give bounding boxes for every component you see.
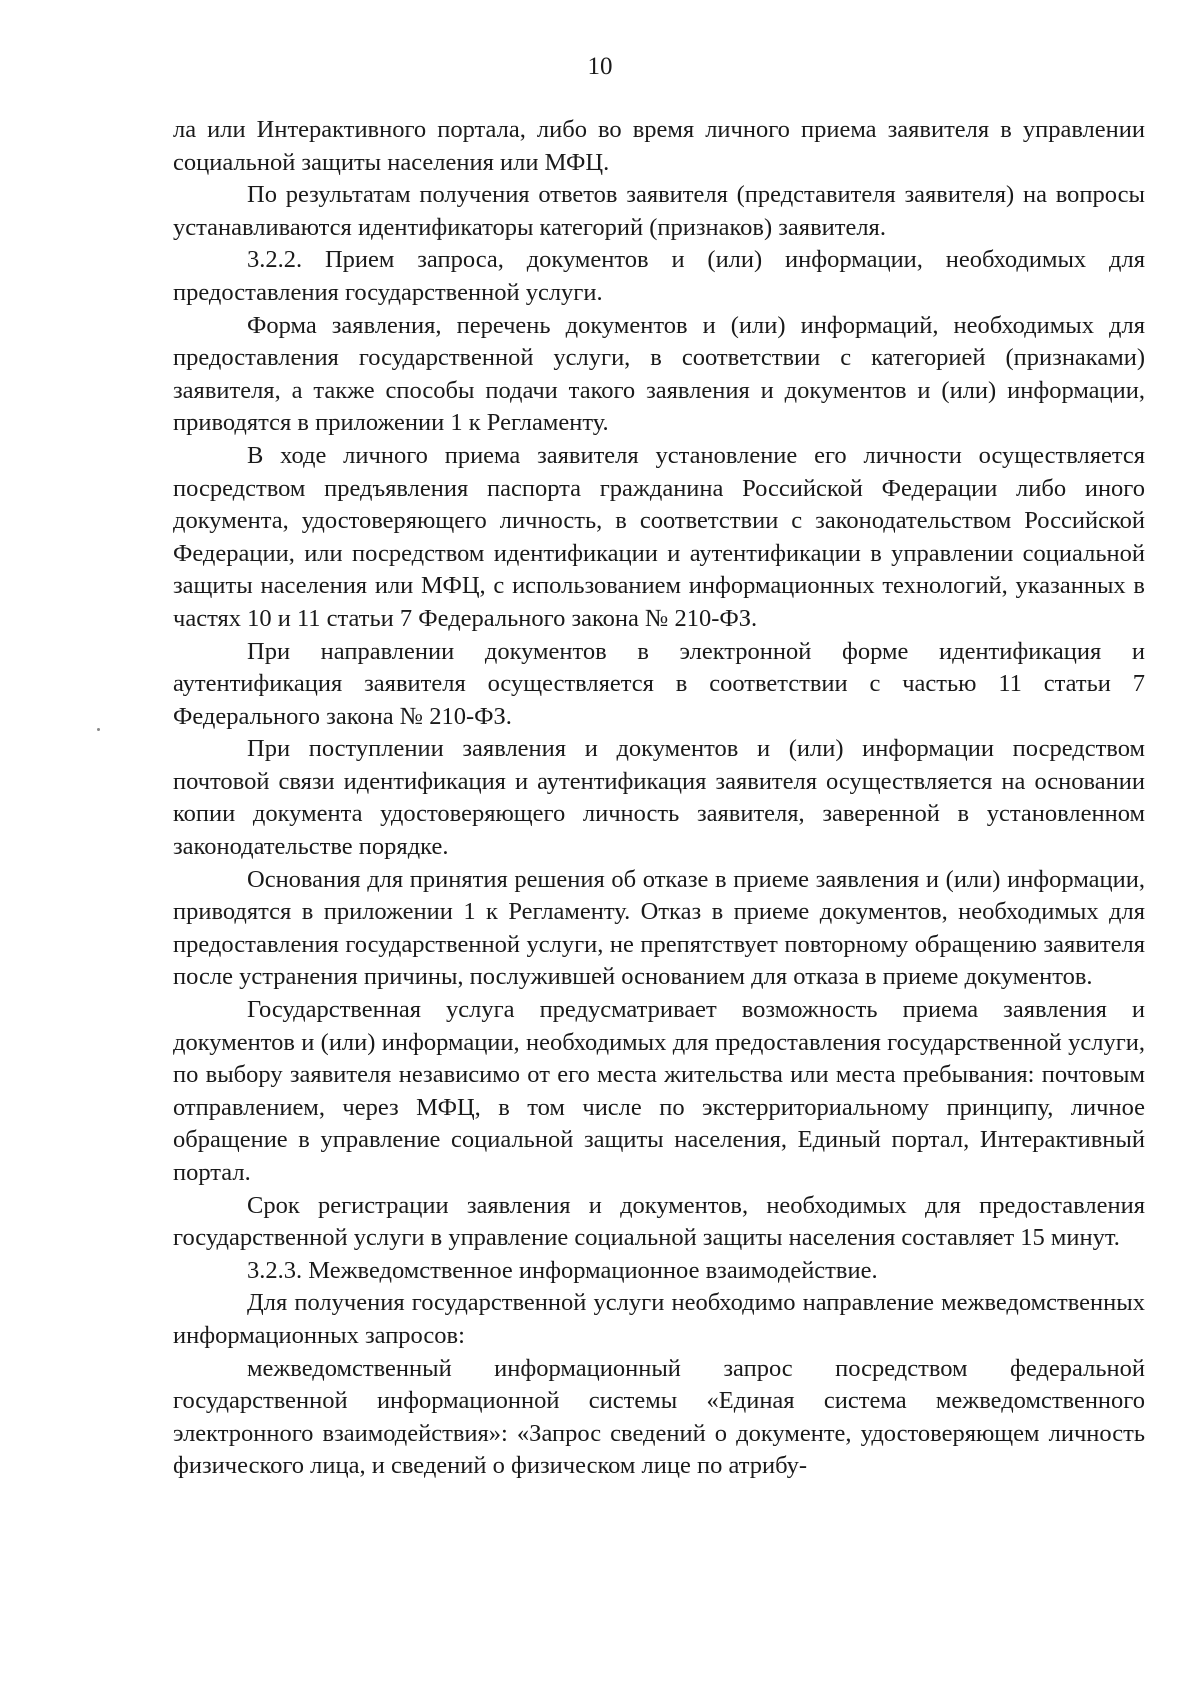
paragraph-refusal-grounds: Основания для принятия решения об отказе в приеме заявления и (или) информации, приводятся в приложении 1 к Регламенту. Отказ в приеме документов, необходимых для предоставления государственной услуги, не препятствует повторному обращению заявителя после устранения причины, послужившей основанием для отказа в приеме документов. <box>173 865 1145 991</box>
document-body <box>173 114 1145 1483</box>
page-number: 10 <box>587 53 613 80</box>
section-heading-3-2-3: 3.2.3. Межведомственное информационное взаимодействие. <box>247 1256 878 1284</box>
paragraph-category-identifiers: По результатам получения ответов заявителя (представителя заявителя) на вопросы устанавливаются идентификаторы категорий (признаков) заявителя. <box>173 181 1145 241</box>
paragraph-postal-submission: При поступлении заявления и документов и (или) информации посредством почтовой связи идентификация и аутентификация заявителя осуществляется на основании копии документа удостоверяющего личность заявителя, заверенной в установленном законодательстве порядке. <box>173 735 1145 861</box>
paragraph-personal-reception: В ходе личного приема заявителя установление его личности осуществляется посредством предъявления паспорта гражданина Российской Федерации либо иного документа, удостоверяющего личность, в соответствии с законодательством Российской Федерации, или посредством идентификации и аутентификации в управлении социальной защиты населения или МФЦ, с использованием информационных технологий, указанных в частях 10 и 11 статьи 7 Федерального закона № 210-ФЗ. <box>173 441 1145 632</box>
section-heading-3-2-2: 3.2.2. Прием запроса, документов и (или) информации, необходимых для предоставления государственной услуги. <box>173 246 1145 306</box>
paragraph-submission-methods: Государственная услуга предусматривает возможность приема заявления и документов и (или) информации, необходимых для предоставления государственной услуги, по выбору заявителя независимо от его места жительства или места пребывания: почтовым отправлением, через МФЦ, в том числе по экстерриториальному принципу, личное обращение в управление социальной защиты населения, Единый портал, Интерактивный портал. <box>173 996 1145 1186</box>
scan-speck <box>97 728 100 731</box>
paragraph-electronic-submission: При направлении документов в электронной форме идентификация и аутентификация заявителя осуществляется в соответствии с частью 11 статьи 7 Федерального закона № 210-ФЗ. <box>173 637 1145 730</box>
paragraph-interagency-requests: Для получения государственной услуги необходимо направление межведомственных информационных запросов: <box>173 1289 1145 1349</box>
paragraph-application-form: Форма заявления, перечень документов и (или) информаций, необходимых для предоставления государственной услуги, в соответствии с категорией (признаками) заявителя, а также способы подачи такого заявления и документов и (или) информации, приводятся в приложении 1 к Регламенту. <box>173 311 1145 437</box>
paragraph-registration-term: Срок регистрации заявления и документов, необходимых для предоставления государственной услуги в управление социальной защиты населения составляет 15 минут. <box>173 1191 1145 1252</box>
paragraph-continuation: ла или Интерактивного портала, либо во время личного приема заявителя в управлении социальной защиты населения или МФЦ. <box>173 116 1145 176</box>
paragraph-smev-request: межведомственный информационный запрос посредством федеральной государственной информационной системы «Единая система межведомственного электронного взаимодействия»: «Запрос сведений о документе, удостоверяющем личность физического лица, и сведений о физическом лице по атрибу- <box>173 1354 1145 1480</box>
